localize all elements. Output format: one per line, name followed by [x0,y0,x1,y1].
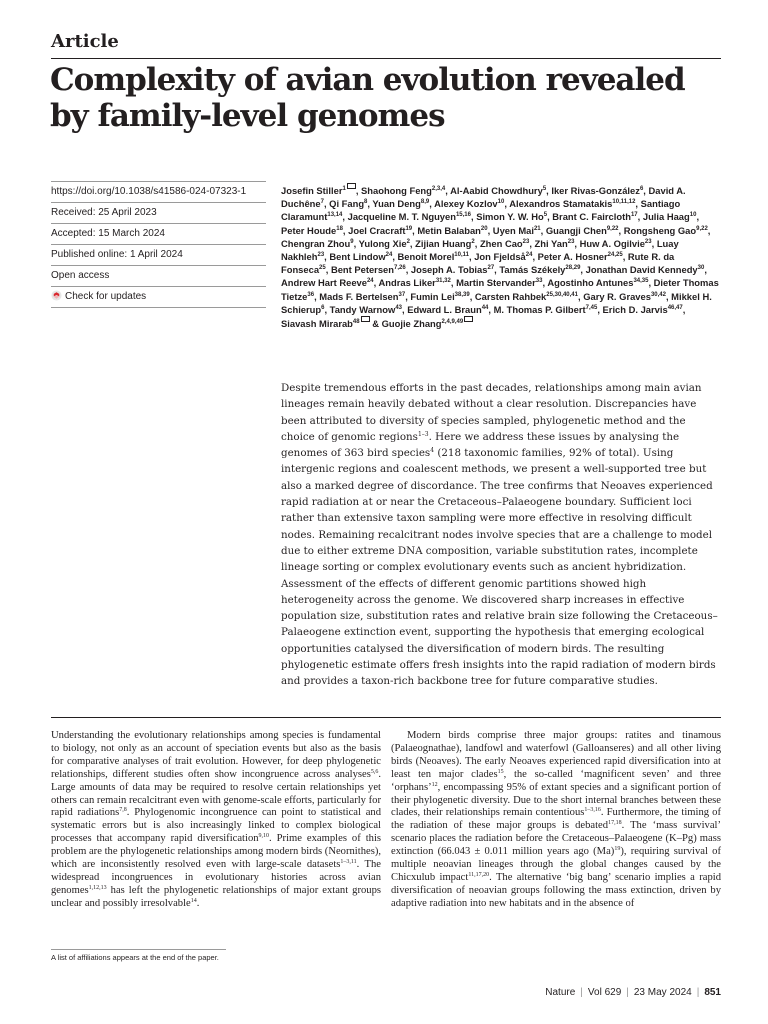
check-for-updates-icon [51,290,62,301]
body-column-right: Modern birds comprise three major groups: ratites and tinamous (Palaeognathae), landfowl and waterfowl (Galloanseres) and all other living birds (Neoaves). The early Neoaves experienced rapid diversification into at least ten major clades$^{15}$, the so-called ‘magnificent seven’ and three ‘orphans’$^{12}$, encompassing 95% of extant species and a significant portion of their phylogenetic diversity. Due to the short internal branches between these clades, their relationships remain contentious$^{1-3,16}$. Furthermore, the timing of the radiation of these major groups is debated$^{17,18}$. The ‘mass survival’ scenario places the radiation before the Cretaceous–Palaeogene (K–Pg) mass extinction (66.043 ± 0.011 million years ago $(Ma)^{19}$), requiring survival of multiple neoavian lineages through the global changes caused by the Chicxulub impact$^{11,17,20}$. The alternative ‘big bang’ scenario implies a rapid diversification of neoavian groups following the mass extinction, driven by adaptive radiation into new habitats and in the absence of [391,730,722,909]
received-date: Received: 25 April 2023 [51,202,266,223]
open-access-label: Open access [51,265,266,286]
page-footer [545,987,721,998]
footnote-rule [51,949,226,950]
footer-separator: | [696,987,700,998]
check-for-updates-button[interactable] [51,286,266,308]
email-icon[interactable] [361,316,370,322]
article-metadata [51,181,266,308]
published-date: Published online: 1 April 2024 [51,244,266,265]
article-type-kicker: Article [51,31,119,52]
accepted-date: Accepted: 15 March 2024 [51,223,266,244]
volume: Vol 629 [587,987,622,998]
header-rule [51,58,721,59]
author-list: Josefin Stiller$^1$ , Shaohong Feng$^{2,3,4}$, Al-Aabid Chowdhury$^5$, Iker Rivas-González$^6$, David A. Duchêne$^7$, Qi Fang$^8$, Yuan Deng$^{8,9}$, Alexey Kozlov$^{10}$, Alexandros Stamatakis$^{10,11,12}$, Santiago Claramunt$^{13,14}$, Jacqueline M. T. Nguyen$^{15,16}$, Simon Y. W. Ho$^5$, Brant C. Faircloth$^{17}$, Julia Haag$^{10}$, Peter Houde$^{18}$, Joel Cracraft$^{19}$, Metin Balaban$^{20}$, Uyen Mai$^{21}$, Guangji Chen$^{9,22}$, Rongsheng Gao$^{9,22}$, Chengran Zhou$^9$, Yulong Xie$^2$, Zijian Huang$^2$, Zhen Cao$^{23}$, Zhi Yan$^{23}$, Huw A. Ogilvie$^{23}$, Luay Nakhleh$^{23}$, Bent Lindow$^{24}$, Benoit Morel$^{10,11}$, Jon Fjeldså$^{24}$, Peter A. Hosner$^{24,25}$, Rute R. da Fonseca$^{25}$, Bent Petersen$^{7,26}$, Joseph A. Tobias$^{27}$, Tamás Székely$^{28,29}$, Jonathan David Kennedy$^{30}$, Andrew Hart Reeve$^{24}$, Andras Liker$^{31,32}$, Martin Stervander$^{33}$, Agostinho Antunes$^{34,35}$, Dieter Thomas Tietze$^{36}$, Mads F. Bertelsen$^{37}$, Fumin Lei$^{38,39}$, Carsten Rahbek$^{25,30,40,41}$, Gary R. Graves$^{30,42}$, Mikkel H. Schierup$^6$, Tandy Warnow$^{43}$, Edward L. Braun$^{44}$, M. Thomas P. Gilbert$^{7,45}$, Erich D. Jarvis$^{46,47}$, Siavash Mirarab$^{48}$ & Guojie Zhang$^{2,4,9,49}$ [281,185,719,330]
email-icon[interactable] [347,183,356,189]
journal-name: Nature [545,987,576,998]
issue-date: 23 May 2024 [633,987,692,998]
check-for-updates-label: Check for updates [65,291,147,302]
page-number: 851 [704,987,721,998]
affiliations-footnote: A list of affiliations appears at the end of the paper. [51,953,219,962]
abstract: Despite tremendous efforts in the past decades, relationships among main avian lineages remain heavily debated without a clear resolution. Discrepancies have been attributed to diversity of species sampled, phylogenetic method and the choice of genomic regions$^{1-3}$. Here we address these issues by analysing the genomes of 363 bird species$^4$ (218 taxonomic families, 92% of total). Using intergenic regions and coalescent methods, we present a well-supported tree but also a marked degree of discordance. The tree confirms that Neoaves experienced rapid radiation at or near the Cretaceous–Palaeogene boundary. Sufficient loci rather than extensive taxon sampling were more effective in resolving difficult nodes. Remaining recalcitrant nodes involve species that are a challenge to model due to either extreme DNA composition, variable substitution rates, incomplete lineage sorting or complex evolutionary events such as ancient hybridization. Assessment of the effects of different genomic partitions showed high heterogeneity across the genome. We discovered sharp increases in effective population size, substitution rates and relative brain size following the Cretaceous–Palaeogene extinction event, supporting the hypothesis that emerging ecological opportunities catalysed the diversification of modern birds. The resulting phylogenetic estimate offers fresh insights into the rapid radiation of modern birds and provides a taxon-rich backbone tree for future comparative studies. [281,382,718,688]
footer-separator: | [580,987,583,998]
body-rule [51,717,721,718]
doi-link[interactable]: https://doi.org/10.1038/s41586-024-07323-1 [51,181,266,202]
email-icon[interactable] [464,316,473,322]
footer-separator: | [626,987,629,998]
body-column-left: Understanding the evolutionary relationships among species is fundamental to biology, not only as an account of speciation events but also as the basis for comparative analyses of trait evolution. However, for deep phylogenetic relationships, different studies often show incongruence across analyses$^{5,6}$. Large amounts of data may be required to resolve certain relationships yet others can remain recalcitrant even with genome-scale efforts, particularly for rapid radiations$^{7,8}$. Phylogenomic incongruence can point to statistical and systematic errors but is also increasingly linked to complex biological processes that accompany rapid diversification$^{9,10}$. Prime examples of this problem are the phylogenetic relationships among modern birds (Neornithes), which are inconsistently resolved even with large-scale datasets$^{1-3,11}$. The widespread incongruences in evolutionary histories across avian genomes$^{1,12,13}$ has left the phylogenetic relationships of major extant groups unclear and possibly irresolvable$^{14}$. [51,730,382,909]
article-title: Complexity of avian evolution revealed by family-level genomes [50,62,685,134]
